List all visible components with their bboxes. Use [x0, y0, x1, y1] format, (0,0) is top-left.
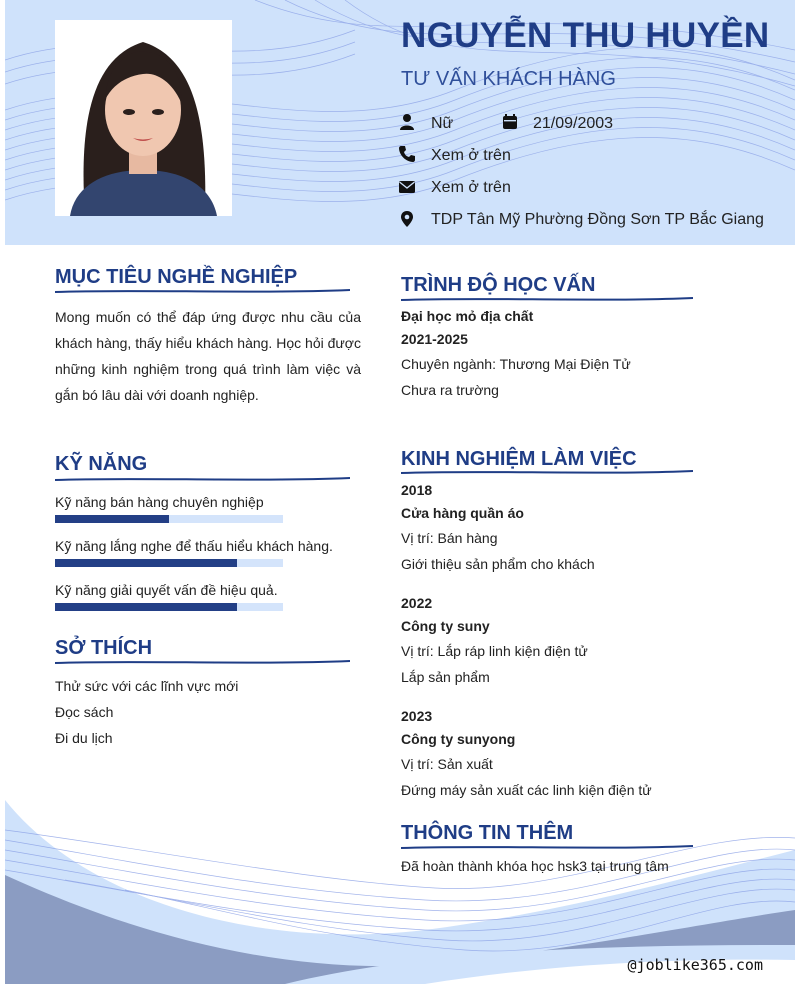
experience-description: Đứng máy sản xuất các linh kiện điện tử: [401, 782, 652, 798]
experience-year: 2022: [401, 595, 433, 611]
education-heading: TRÌNH ĐỘ HỌC VẤN: [401, 274, 596, 296]
location-pin-icon: [398, 210, 416, 228]
skill-bar: [55, 559, 283, 567]
experience-company: Cửa hàng quần áo: [401, 505, 524, 521]
experience-position: Vị trí: Sản xuất: [401, 756, 493, 772]
user-icon: [398, 113, 416, 131]
profile-photo: [55, 20, 232, 216]
address-value: TDP Tân Mỹ Phường Đồng Sơn TP Bắc Giang: [431, 211, 764, 228]
birthday-value: 21/09/2003: [533, 115, 614, 132]
calendar-icon: [501, 113, 519, 131]
footer-wave-decoration: [5, 780, 795, 984]
skill-label: Kỹ năng bán hàng chuyên nghiệp: [55, 494, 264, 510]
skill-bar: [55, 515, 283, 523]
skills-heading: KỸ NĂNG: [55, 453, 148, 475]
education-years: 2021-2025: [401, 331, 468, 347]
experience-company: Công ty suny: [401, 618, 490, 634]
education-underline: [401, 296, 693, 302]
experience-description: Giới thiệu sản phẩm cho khách: [401, 556, 595, 572]
education-major: Chuyên ngành: Thương Mại Điện Tử: [401, 356, 631, 372]
experience-year: 2023: [401, 708, 433, 724]
skill-label: Kỹ năng lắng nghe để thấu hiểu khách hàng.: [55, 538, 333, 554]
phone-icon: [398, 145, 416, 163]
hobby-item: Thử sức với các lĩnh vực mới: [55, 678, 239, 694]
hobbies-heading: SỞ THÍCH: [55, 637, 153, 659]
skill-bar-fill: [55, 603, 237, 611]
additional-info-heading: THÔNG TIN THÊM: [401, 822, 574, 844]
experience-year: 2018: [401, 482, 433, 498]
job-title: TƯ VẤN KHÁCH HÀNG: [401, 68, 616, 90]
phone-value: Xem ở trên: [431, 147, 511, 164]
hobby-item: Đi du lịch: [55, 730, 113, 746]
candidate-name: NGUYỄN THU HUYỀN: [401, 16, 770, 55]
skill-bar: [55, 603, 283, 611]
experience-position: Vị trí: Lắp ráp linh kiện điện tử: [401, 643, 588, 659]
hobbies-underline: [55, 659, 350, 665]
objective-underline: [55, 288, 350, 294]
school-name: Đại học mỏ địa chất: [401, 308, 534, 324]
additional-info-text: Đã hoàn thành khóa học hsk3 tại trung tâm: [401, 858, 669, 874]
experience-underline: [401, 469, 693, 475]
skill-label: Kỹ năng giải quyết vấn đề hiệu quả.: [55, 582, 278, 598]
skill-bar-fill: [55, 515, 169, 523]
experience-description: Lắp sản phẩm: [401, 669, 490, 685]
hobby-item: Đọc sách: [55, 704, 114, 720]
envelope-icon: [398, 178, 416, 196]
additional-info-underline: [401, 844, 693, 850]
gender-value: Nữ: [431, 115, 454, 132]
site-credit: @joblike365.com: [627, 956, 763, 974]
skill-bar-fill: [55, 559, 237, 567]
resume-page: [5, 0, 795, 984]
experience-company: Công ty sunyong: [401, 731, 516, 747]
experience-position: Vị trí: Bán hàng: [401, 530, 498, 546]
education-status: Chưa ra trường: [401, 382, 499, 398]
objective-text: Mong muốn có thể đáp ứng được nhu cầu của khách hàng, thấy hiểu khách hàng. Học hỏi được những kinh nghiệm trong quá trình làm việc và gắn bó lâu dài với doanh nghiệp.: [55, 309, 361, 403]
email-value: Xem ở trên: [431, 179, 511, 196]
experience-heading: KINH NGHIỆM LÀM VIỆC: [401, 448, 637, 470]
objective-heading: MỤC TIÊU NGHỀ NGHIỆP: [55, 266, 298, 288]
skills-underline: [55, 476, 350, 482]
